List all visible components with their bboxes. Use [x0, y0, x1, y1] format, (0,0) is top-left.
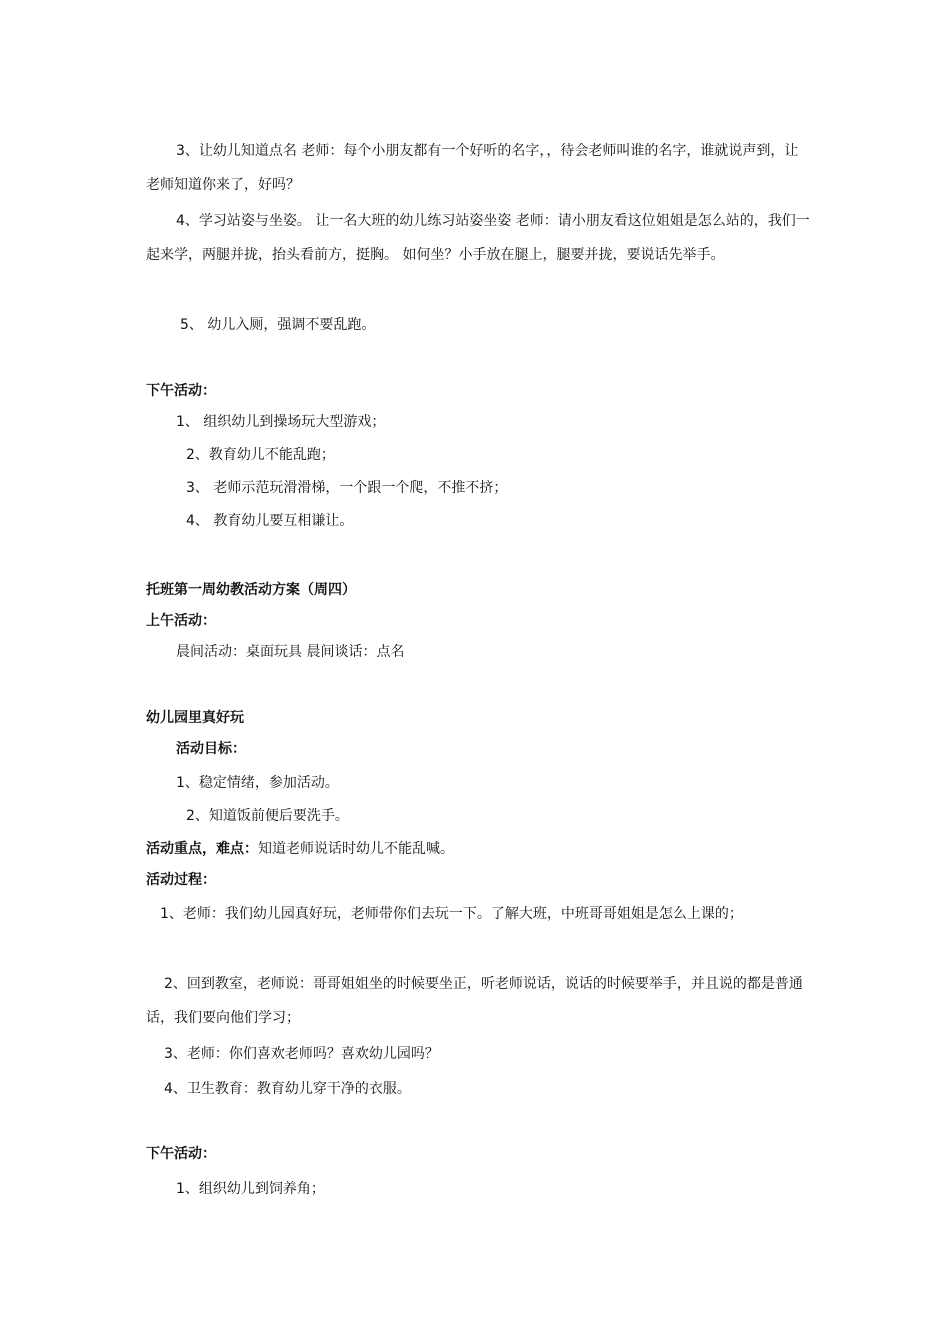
thursday-morning-text: 晨间活动：桌面玩具 晨间谈话：点名 — [176, 644, 405, 660]
goal-1: 1、稳定情绪，参加活动。 — [176, 775, 339, 791]
morning-item-3: 3、让幼儿知道点名 老师：每个小朋友都有一个好听的名字，，待会老师叫谁的名字，谁就说声到，让老师知道你来了，好吗？ — [146, 143, 799, 193]
afternoon2-item-1: 1、组织幼儿到饲养角； — [176, 1181, 325, 1197]
thursday-title: 托班第一周幼教活动方案（周四） — [146, 582, 356, 598]
afternoon-item-4: 4、 教育幼儿要互相谦让。 — [186, 513, 354, 529]
process-item-2: 2、回到教室，老师说：哥哥姐姐坐的时候要坐正，听老师说话，说话的时候要举手，并且说的都是普通话，我们要向他们学习； — [146, 976, 803, 1026]
afternoon-item-2: 2、教育幼儿不能乱跑； — [186, 447, 335, 463]
process-item-3: 3、老师：你们喜欢老师吗？喜欢幼儿园吗？ — [164, 1046, 439, 1062]
goal-2: 2、知道饭前便后要洗手。 — [186, 808, 349, 824]
lesson-title: 幼儿园里真好玩 — [146, 710, 244, 726]
afternoon-item-3: 3、 老师示范玩滑滑梯，一个跟一个爬，不推不挤； — [186, 480, 508, 496]
goals-heading: 活动目标： — [176, 741, 246, 757]
process-item-4: 4、卫生教育：教育幼儿穿干净的衣服。 — [164, 1081, 411, 1097]
afternoon2-heading: 下午活动： — [146, 1146, 216, 1162]
morning-item-5: 5、 幼儿入厕，强调不要乱跑。 — [180, 317, 376, 333]
process-item-1: 1、老师：我们幼儿园真好玩，老师带你们去玩一下。了解大班，中班哥哥姐姐是怎么上课的； — [160, 906, 743, 922]
thursday-morning-heading: 上午活动： — [146, 613, 216, 629]
process-heading: 活动过程： — [146, 872, 216, 888]
key-points-label: 活动重点，难点： — [146, 841, 258, 857]
key-points-text: 知道老师说话时幼儿不能乱喊。 — [258, 841, 454, 857]
morning-item-4: 4、学习站姿与坐姿。 让一名大班的幼儿练习站姿坐姿 老师：请小朋友看这位姐姐是怎么站的，我们一起来学，两腿并拢，抬头看前方，挺胸。 如何坐？小手放在腿上，腿要并拢，要说话先举手。 — [146, 213, 810, 263]
key-points — [146, 832, 810, 866]
afternoon-item-1: 1、 组织幼儿到操场玩大型游戏； — [176, 414, 386, 430]
afternoon-heading: 下午活动： — [146, 383, 216, 399]
